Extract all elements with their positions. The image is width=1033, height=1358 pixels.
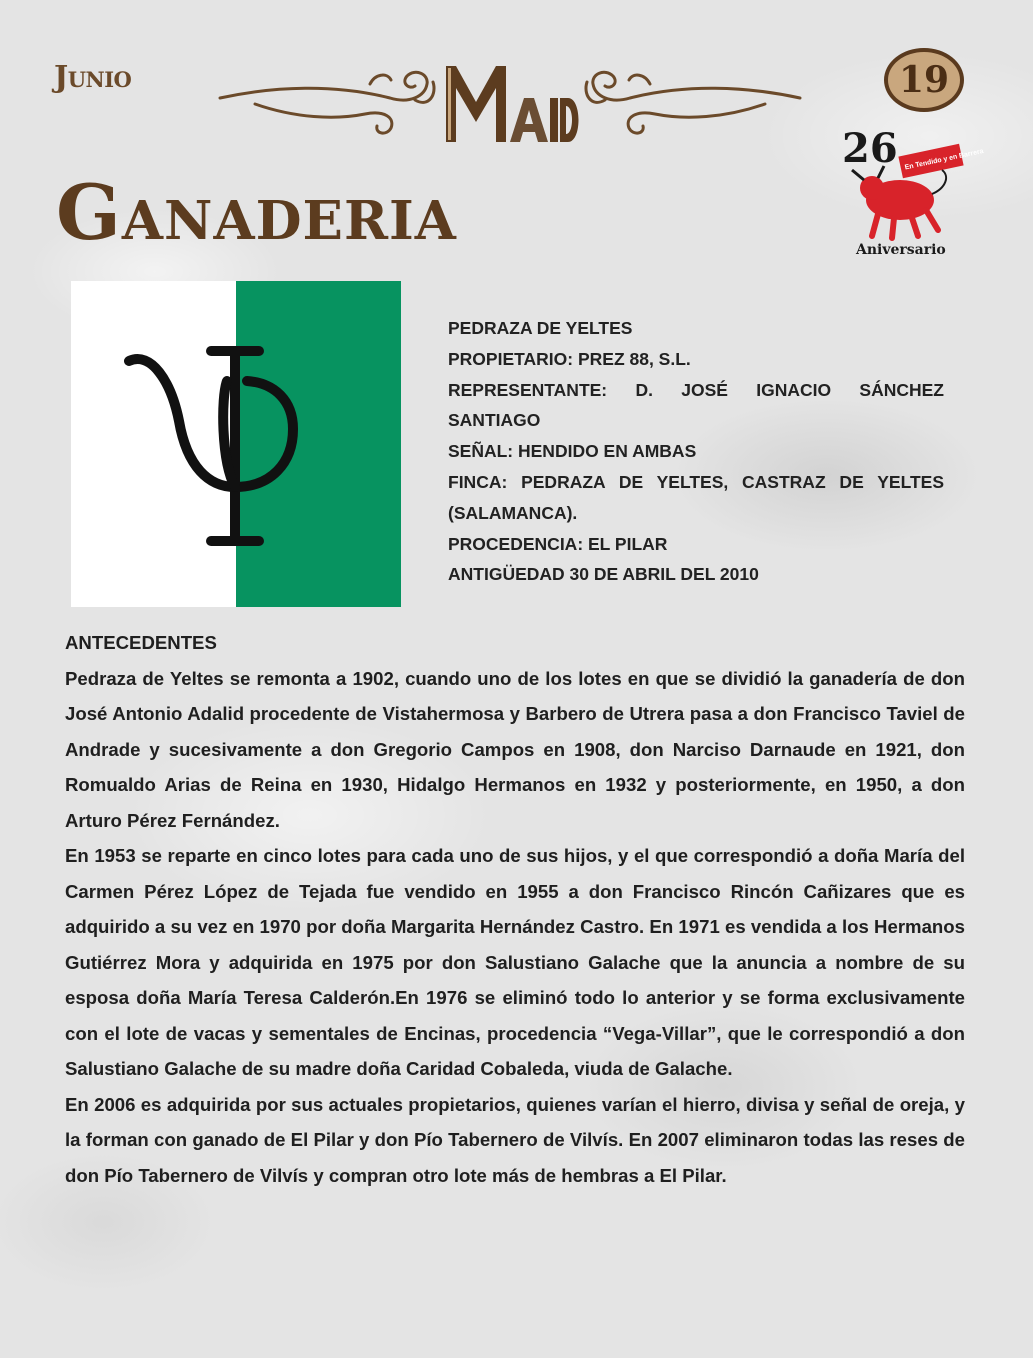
history-paragraph: Pedraza de Yeltes se remonta a 1902, cuando uno de los lotes en que se dividió la ganadería de don José Antonio Adalid procedente de Vistahermosa y Barbero de Utrera pasa a don Francisco Taviel de Andrade y sucesivamente a don Gregorio Campos en 1908, don Narciso Darnaude en 1921, don Romualdo Arias de Reina en 1930, Hidalgo Hermanos en 1932 y posteriormente, en 1950, a don Arturo Pérez Fernández.: [65, 667, 965, 831]
page-number: 19: [898, 59, 950, 101]
page-title: Ganaderia: [56, 168, 457, 257]
flag-white-stripe: [71, 281, 236, 607]
madrid-logo: [440, 58, 585, 150]
info-name: PEDRAZA DE YELTES: [448, 318, 633, 338]
info-signal: SEÑAL: HENDIDO EN AMBAS: [448, 441, 697, 462]
month-label: Junio: [54, 60, 132, 95]
anniversary-tagline: En Tendido y en Barrera: [904, 147, 985, 172]
page-number-badge: [884, 48, 964, 112]
bull-icon: [852, 166, 946, 238]
history-section: [65, 625, 965, 1193]
history-paragraph: En 2006 es adquirida por sus actuales propietarios, quienes varían el hierro, divisa y señal de oreja, y la forman con ganado de El Pilar y don Pío Tabernero de Vilvís. En 2007 eliminaron todas las reses de don Pío Tabernero de Vilvís y compran otro lote más de hembras a El Pilar.: [65, 1093, 965, 1186]
anniversary-label: Aniversario: [856, 242, 946, 258]
ganaderia-flag: [71, 281, 401, 607]
anniversary-number: 26: [842, 125, 898, 172]
anniversary-badge: [838, 118, 985, 260]
history-heading: ANTECEDENTES: [65, 632, 217, 653]
info-representative: REPRESENTANTE: D. JOSÉ IGNACIO SÁNCHEZ SANTIAGO: [448, 379, 944, 431]
flag-green-stripe: [236, 281, 401, 607]
info-origin: PROCEDENCIA: EL PILAR: [448, 533, 668, 554]
info-seniority: ANTIGÜEDAD 30 DE ABRIL DEL 2010: [448, 564, 759, 585]
history-paragraph: En 1953 se reparte en cinco lotes para cada uno de sus hijos, y el que correspondió a doña María del Carmen Pérez López de Tejada fue vendido en 1955 a don Francisco Rincón Cañizares que es adquirido a su vez en 1970 por doña Margarita Hernández Castro. En 1971 es vendida a los Hermanos Gutiérrez Mora y adquirida en 1975 por don Salustiano Galache que la anuncia a nombre de su esposa doña María Teresa Calderón.En 1976 se eliminó todo lo anterior y se forma exclusivamente con el lote de vacas y sementales de Encinas, procedencia “Vega-Villar”, que le correspondió a don Salustiano Galache de su madre doña Caridad Cobaleda, viuda de Galache.: [65, 845, 965, 1079]
info-estate: FINCA: PEDRAZA DE YELTES, CASTRAZ DE YELTES (SALAMANCA).: [448, 471, 944, 523]
ganaderia-info: [448, 313, 944, 590]
info-owner: PROPIETARIO: PREZ 88, S.L.: [448, 348, 691, 369]
